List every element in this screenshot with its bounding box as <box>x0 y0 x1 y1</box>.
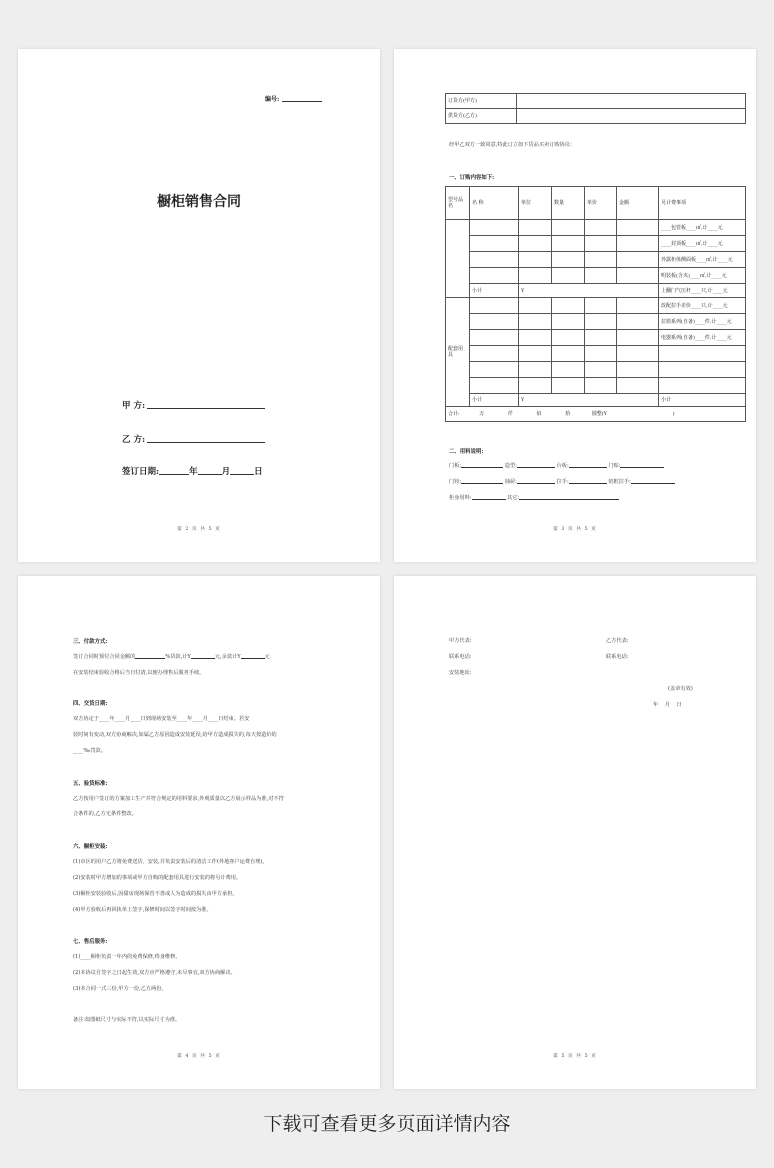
term-line: (2)安装时甲方增加的事项或甲方自购的配套用具进行安装的将另计费用。 <box>73 875 242 881</box>
page-terms <box>18 576 380 1089</box>
party-b-tel: 联系电话: <box>606 654 629 660</box>
material-line: 门铰: 抽屉: 拉手: 铝框拉手: <box>449 478 675 485</box>
seal-note: (盖章有效) <box>668 686 693 692</box>
download-caption: 下载可查看更多页面详情内容 <box>263 1113 511 1135</box>
section-heading: 六、橱柜安装: <box>73 844 108 850</box>
term-line: 双方协定于____年____月____日到现场安装至____年____月____日结束。若安 <box>73 716 250 722</box>
col-header: 单位 <box>519 187 552 220</box>
term-line: 乙方按用户签订的方案加工生产并符合规定的用料要求,外观质量以乙方展示样品为准,对不符 <box>73 796 284 802</box>
parties-table <box>445 93 746 124</box>
group-label: 配套用具 <box>446 298 470 407</box>
subtotal-label: 小计 <box>470 284 519 298</box>
term-line: 合条件的,乙方无条件整改。 <box>73 811 137 817</box>
term-line: 在安装结束验收合格后当日付清,以便办理售后服务手续。 <box>73 670 205 676</box>
section-heading: 一、订购内容如下: <box>449 175 495 181</box>
material-line: 柜身用料: 其它: <box>449 494 619 501</box>
col-header: 金额 <box>617 187 659 220</box>
party-b-field: 乙 方: <box>122 433 265 445</box>
extra-item: 外露柜体侧面板____㎡,计____元 <box>659 252 746 268</box>
extra-item: 明装板(含夹)____㎡,计____元 <box>659 268 746 284</box>
extra-item: ____包管板____㎡,计____元 <box>659 220 746 236</box>
term-line: (3)橱柜安装验收后,因甜房现场保管不善或人为造成的损失由甲方承担。 <box>73 891 238 897</box>
term-line: ____‰罚款。 <box>73 748 106 754</box>
section-heading: 七、售后服务: <box>73 939 108 945</box>
page-order-table <box>394 49 756 562</box>
term-line: (2)本协议自签字之日起生效,双方应严格遵守,未尽事宜,双方协商解决。 <box>73 970 236 976</box>
term-line: 签订合同时预付合同金额的 %货款,计Y 元,余款计Y 元 <box>73 654 270 660</box>
extra-item: 上翻门气压杆____只,计____元 <box>659 284 746 298</box>
subtotal-value: Y <box>519 284 659 298</box>
section-heading: 四、交货日期: <box>73 701 108 707</box>
sign-date-field: 签订日期: 年 月 日 <box>122 467 263 477</box>
order-table <box>445 186 746 422</box>
seal-date: 年 月 日 <box>653 702 682 708</box>
page-footer: 第 3 页 共 5 页 <box>553 527 597 532</box>
install-address: 安装地址: <box>449 670 472 676</box>
page-cover <box>18 49 380 562</box>
party-a-field: 甲 方: <box>122 399 265 411</box>
intro-text: 经甲乙双方一致同意,特此订立如下货品买卖订购协议: <box>449 142 572 148</box>
subtotal-label: 小计 <box>659 394 746 407</box>
col-header: 单价 <box>585 187 617 220</box>
page-signatures <box>394 576 756 1089</box>
section-heading: 三、付款方式: <box>73 639 108 645</box>
section-heading: 五、验货标准: <box>73 781 108 787</box>
page-footer: 第 2 页 共 5 页 <box>177 527 221 532</box>
col-header: 型号品名 <box>446 187 470 220</box>
section-heading: 二、用料说明: <box>449 449 484 455</box>
term-line: (1)____橱柜负责一年内的免费保修,终身维修。 <box>73 954 181 960</box>
page-footer: 第 4 页 共 5 页 <box>177 1054 221 1059</box>
term-line: (3)本合同一式三份,甲方一份,乙方两份。 <box>73 986 167 992</box>
note-text: 备注:如图纸尺寸与实际不符,以实际尺寸为准。 <box>73 1017 181 1023</box>
party-a-tel: 联系电话: <box>449 654 472 660</box>
page-footer: 第 5 页 共 5 页 <box>553 1054 597 1059</box>
col-header: 名 称 <box>470 187 519 220</box>
extra-item: 改配拉手差价____只,计____元 <box>659 298 746 314</box>
contract-title: 橱柜销售合同 <box>157 194 241 210</box>
extra-item: ____封顶板____㎡,计____元 <box>659 236 746 252</box>
term-line: (4)甲方验收后再回执单上签字,保修时间以签字时间按为准。 <box>73 907 212 913</box>
material-line: 门板: 造型: 台板: 门贴: <box>449 462 664 469</box>
seller-label: 供货方(乙方) <box>446 109 517 124</box>
total-row: 合计: 万 仟 佰 拾 圆整(Y ) <box>446 407 746 422</box>
extra-item: 电器系列(自备)____件,计____元 <box>659 330 746 346</box>
subtotal-value: Y <box>519 394 659 407</box>
buyer-label: 订货方(甲方) <box>446 94 517 109</box>
contract-number: 编号: <box>265 94 322 103</box>
party-b-rep: 乙方代表: <box>606 638 629 644</box>
term-line: 装时间有变动,双方协商解决,如属乙方原因造成安装延误,给甲方造成损失的,每天按造价的 <box>73 732 277 738</box>
party-a-rep: 甲方代表: <box>449 638 472 644</box>
term-line: (1)市区的用户乙方将免费送货、安装,并负责安装后的清洁工作(外地客户运费自理)。 <box>73 859 268 865</box>
col-header: 另计费事项 <box>659 187 746 220</box>
subtotal-label: 小计 <box>470 394 519 407</box>
col-header: 数量 <box>552 187 585 220</box>
extra-item: 拉篮系列(自备)____件,计____元 <box>659 314 746 330</box>
